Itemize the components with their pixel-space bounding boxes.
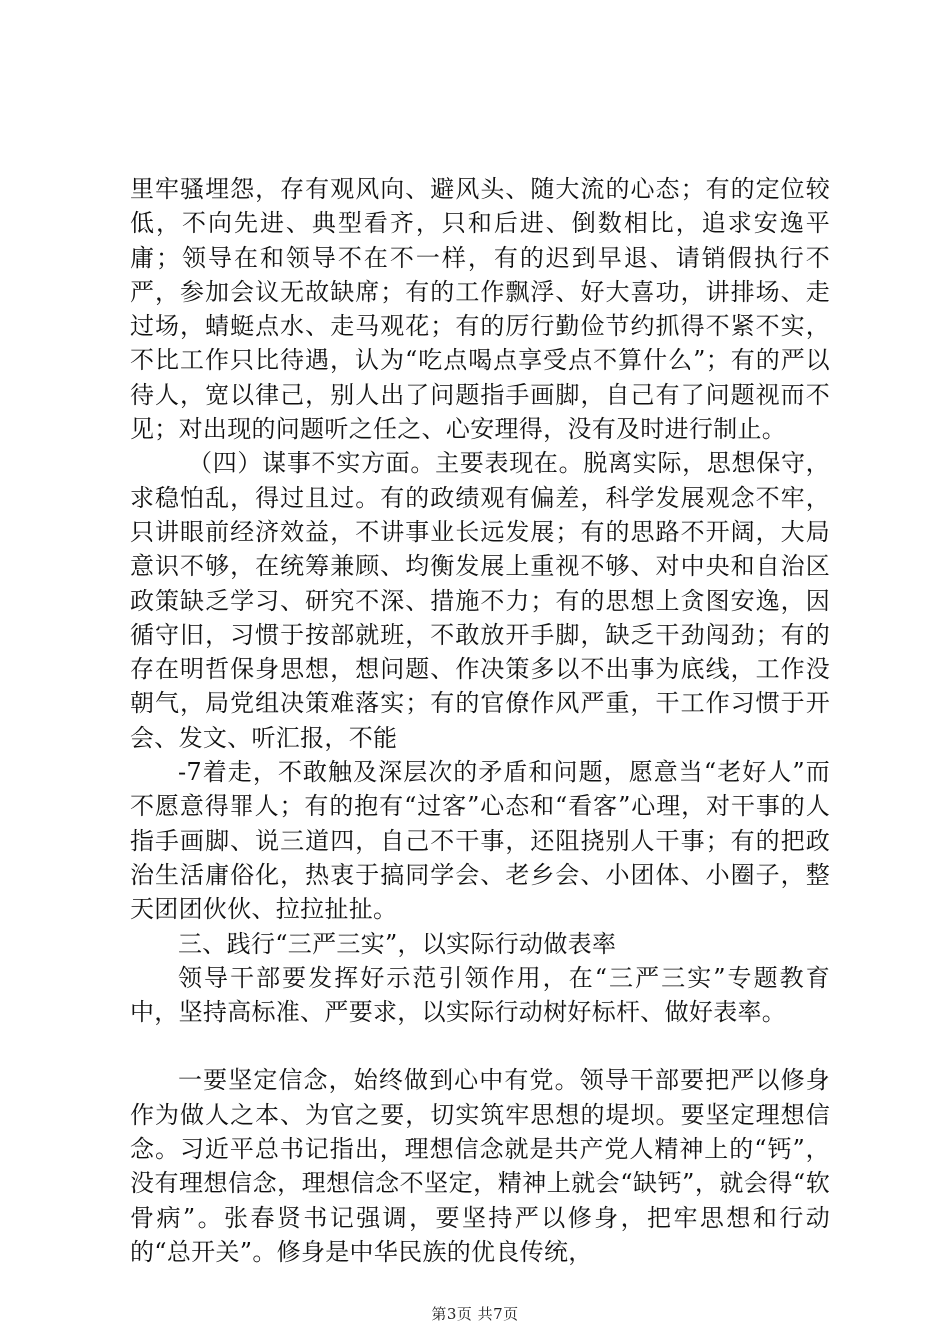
page-footer xyxy=(0,1303,950,1324)
paragraph-firm-belief: 一要坚定信念，始终做到心中有党。领导干部要把严以修身作为做人之本、为官之要，切实筑牢思想的堤坝。要坚定理想信念。习近平总书记指出，理想信念就是共产党人精神上的“钙”，没有理想信念，理想信念不坚定，精神上就会“缺钙”，就会得“软骨病”。张春贤书记强调，要坚持严以修身，把牢思想和行动的“总开关”。修身是中华民族的优良传统， xyxy=(130,1066,830,1266)
paragraph-leadership-example: 领导干部要发挥好示范引领作用，在“三严三实”专题教育中，坚持高标准、严要求，以实际行动树好标杆、做好表率。 xyxy=(130,963,830,1027)
document-body xyxy=(130,172,830,1269)
page-number-label: 第3页 共7页 xyxy=(431,1305,519,1323)
section-heading-three: 三、践行“三严三实”，以实际行动做表率 xyxy=(178,929,617,958)
paragraph-section-four: （四）谋事不实方面。主要表现在。脱离实际，思想保守，求稳怕乱，得过且过。有的政绩观有偏差，科学发展观念不牢，只讲眼前经济效益，不讲事业长远发展；有的思路不开阔，大局意识不够，在统筹兼顾、均衡发展上重视不够、对中央和自治区政策缺乏学习、研究不深、措施不力；有的思想上贪图安逸，因循守旧，习惯于按部就班，不敢放开手脚，缺乏干劲闯劲；有的存在明哲保身思想，想问题、作决策多以不出事为底线，工作没朝气，局党组决策难落实；有的官僚作风严重，干工作习惯于开会、发文、听汇报，不能 xyxy=(130,449,830,752)
paragraph-continuation: 里牢骚埋怨，存有观风向、避风头、随大流的心态；有的定位较低，不向先进、典型看齐，只和后进、倒数相比，追求安逸平庸；领导在和领导不在不一样，有的迟到早退、请销假执行不严，参加会议无故缺席；有的工作飘浮、好大喜功，讲排场、走过场，蜻蜓点水、走马观花；有的厉行勤俭节约抓得不紧不实，不比工作只比待遇，认为“吃点喝点享受点不算什么”；有的严以待人，宽以律己，别人出了问题指手画脚，自己有了问题视而不见；对出现的问题听之任之、心安理得，没有及时进行制止。 xyxy=(130,175,830,444)
paragraph-page-break-continuation: -7着走，不敢触及深层次的矛盾和问题，愿意当“老好人”而不愿意得罪人；有的抱有“过客”心态和“看客”心理，对干事的人指手画脚、说三道四，自己不干事，还阻挠别人干事；有的把政治生活庸俗化，热衷于搞同学会、老乡会、小团体、小圈子，整天团团伙伙、拉拉扯扯。 xyxy=(130,758,830,924)
